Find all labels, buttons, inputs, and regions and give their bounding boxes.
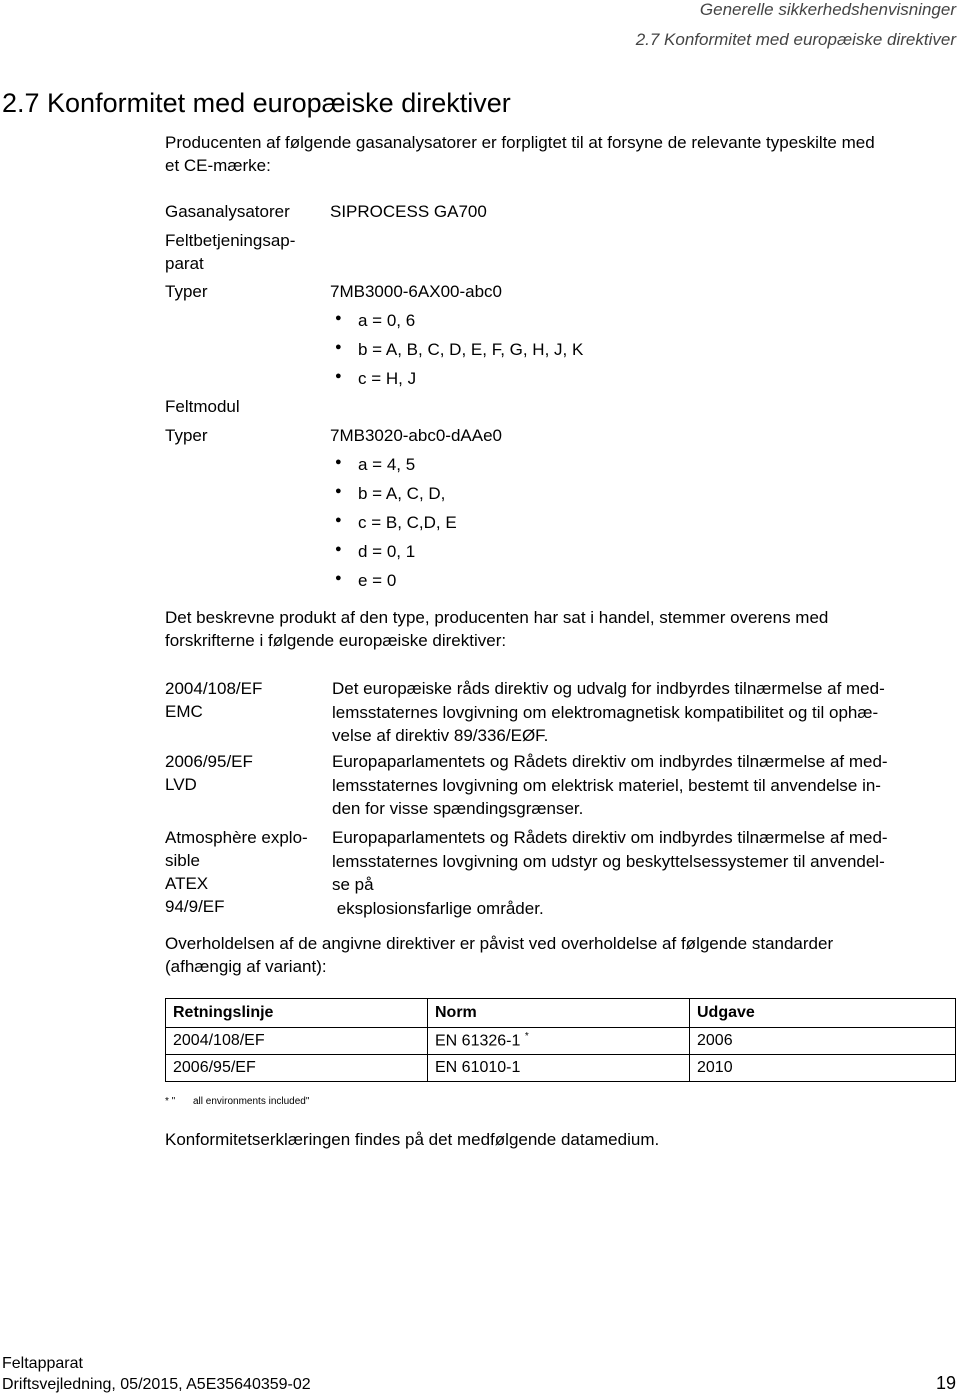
footnote-text: all environments included" bbox=[193, 1096, 310, 1107]
intro-line-2: et CE-mærke: bbox=[165, 156, 271, 175]
directive-description: Europaparlamentets og Rådets direktiv om indbyrdes tilnærmelse af med- lemsstaternes lovgivning om udstyr og beskyttelsessystemer til anvendel- se på eksplosionsfarlige områder. bbox=[332, 828, 888, 918]
table-cell: 2010 bbox=[690, 1055, 956, 1082]
page-number: 19 bbox=[935, 1373, 956, 1393]
column-header: Udgave bbox=[690, 999, 956, 1028]
standards-table bbox=[165, 998, 956, 1082]
footer-document: Driftsvejledning, 05/2015, A5E35640359-02 bbox=[2, 1376, 311, 1393]
table-cell: 2006/95/EF bbox=[166, 1055, 428, 1082]
column-header: Retningslinje bbox=[166, 999, 428, 1028]
types-option: ● d = 0, 1 bbox=[335, 542, 415, 562]
running-header-chapter: Generelle sikkerhedshenvisninger bbox=[699, 0, 956, 19]
field-panel-label-1: Feltbetjeningsap- bbox=[165, 231, 296, 250]
field-panel-label-2: parat bbox=[165, 254, 204, 273]
compliance-line-1: Overholdelsen af de angivne direktiver er påvist ved overholdelse af følgende standarder bbox=[165, 934, 834, 953]
table-cell: EN 61326-1 * bbox=[428, 1028, 690, 1055]
directive-code: 2004/108/EF EMC bbox=[165, 679, 263, 721]
table-row bbox=[166, 1055, 956, 1082]
gas-analyzers-label: Gasanalysatorer bbox=[165, 202, 290, 221]
types-code-2: 7MB3020-abc0-dAAe0 bbox=[330, 426, 503, 445]
types-option: ● e = 0 bbox=[335, 571, 396, 591]
types-option: ● a = 4, 5 bbox=[335, 455, 415, 475]
types-option: ● b = A, B, C, D, E, F, G, H, J, K bbox=[335, 340, 583, 360]
intro-line-1: Producenten af følgende gasanalysatorer er forpligtet til at forsyne de relevante typeskilte med bbox=[165, 133, 875, 152]
footnote-mark: * bbox=[524, 1031, 529, 1043]
directive-description: Europaparlamentets og Rådets direktiv om indbyrdes tilnærmelse af med- lemsstaternes lovgivning om elektrisk materiel, bestemt til anvendelse in- den for visse spændingsgrænser. bbox=[332, 752, 888, 818]
declaration-line-2: forskrifterne i følgende europæiske direktiver: bbox=[165, 631, 507, 650]
table-cell: 2006 bbox=[690, 1028, 956, 1055]
table-row bbox=[166, 1028, 956, 1055]
closing-text: Konformitetserklæringen findes på det medfølgende datamedium. bbox=[165, 1130, 660, 1149]
types-option: ● c = H, J bbox=[335, 369, 416, 389]
footer-product: Feltapparat bbox=[2, 1355, 83, 1372]
field-module-label: Feltmodul bbox=[165, 397, 240, 416]
declaration-line-1: Det beskrevne produkt af den type, producenten har sat i handel, stemmer overens med bbox=[165, 608, 829, 627]
directive-code: 2006/95/EF LVD bbox=[165, 752, 253, 794]
types-label-2: Typer bbox=[165, 426, 208, 445]
types-option: ● c = B, C,D, E bbox=[335, 513, 457, 533]
types-option: ● b = A, C, D, bbox=[335, 484, 445, 504]
directive-description: Det europæiske råds direktiv og udvalg for indbyrdes tilnærmelse af med- lemsstaternes lovgivning om elektromagnetisk kompatibilitet og til ophæ- velse af direktiv 89/336/EØF. bbox=[332, 679, 885, 745]
compliance-line-2: (afhængig af variant): bbox=[165, 957, 327, 976]
types-option: ● a = 0, 6 bbox=[335, 311, 415, 331]
table-header-row bbox=[166, 999, 956, 1028]
types-code-1: 7MB3000-6AX00-abc0 bbox=[330, 282, 503, 301]
types-label-1: Typer bbox=[165, 282, 208, 301]
column-header: Norm bbox=[428, 999, 690, 1028]
table-cell: EN 61010-1 bbox=[428, 1055, 690, 1082]
footnote-mark-text: * " bbox=[165, 1096, 176, 1107]
gas-analyzers-value: SIPROCESS GA700 bbox=[330, 202, 487, 221]
table-cell: 2004/108/EF bbox=[166, 1028, 428, 1055]
section-heading: 2.7 Konformitet med europæiske direktiver bbox=[2, 88, 511, 118]
running-header-section: 2.7 Konformitet med europæiske direktiver bbox=[635, 30, 956, 49]
directive-code: Atmosphère explo- sible ATEX 94/9/EF bbox=[165, 828, 308, 916]
